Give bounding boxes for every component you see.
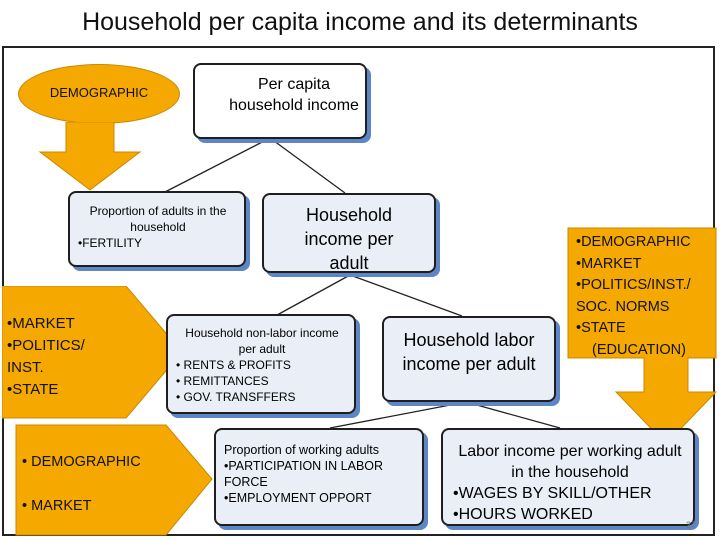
slide-title: Household per capita income and its determinants [82, 8, 638, 36]
nonlabor-income-title: Household non-labor income per adult [185, 326, 339, 356]
labor-income-label: Household labor income per adult [402, 330, 536, 374]
labor-income-box [382, 316, 556, 402]
working-adults-title: Proportion of working adults [224, 443, 379, 457]
right-arrow-text [576, 232, 718, 361]
per-capita-income-box [193, 63, 367, 139]
per-capita-income-label: Per capita household income [229, 76, 359, 114]
nonlabor-income-box [166, 314, 356, 414]
working-adults-box [214, 428, 424, 526]
right-arrow-item-demographic: •DEMOGRAPHIC [576, 234, 691, 250]
left-arrow-item-market: •MARKET [7, 315, 75, 332]
left-arrow-item-inst: INST. [7, 359, 44, 376]
nonlabor-item-remittances: • REMITTANCES [176, 374, 269, 388]
income-per-adult-label: Household income per adult [304, 205, 394, 273]
left-arrow-text [7, 313, 117, 401]
bottom-left-item-market: • MARKET [22, 498, 92, 514]
labor-per-worker-title: Labor income per working adult in the household [458, 443, 682, 481]
proportion-adults-item: •FERTILITY [78, 236, 142, 250]
left-arrow-item-politics: •POLITICS/ [7, 337, 85, 354]
bottom-left-item-demographic: • DEMOGRAPHIC [22, 454, 141, 470]
working-adults-item-employment: •EMPLOYMENT OPPORT [224, 491, 372, 505]
proportion-adults-title: Proportion of adults in the household [89, 204, 227, 234]
right-arrow-item-market: •MARKET [576, 255, 642, 272]
labor-per-worker-item-wages: •WAGES BY SKILL/OTHER [453, 485, 652, 502]
nonlabor-item-rents: • RENTS & PROFITS [176, 358, 291, 372]
left-arrow-item-state: •STATE [7, 381, 59, 398]
demographic-oval [18, 64, 180, 124]
right-arrow-item-state: •STATE [576, 320, 626, 336]
working-adults-item-participation: •PARTICIPATION IN LABOR FORCE [224, 459, 384, 489]
income-per-adult-box [262, 193, 436, 273]
page-number: 27 [686, 520, 697, 530]
right-arrow-item-education: (EDUCATION) [592, 341, 686, 358]
labor-per-worker-item-hours: •HOURS WORKED [453, 506, 593, 523]
demographic-down-arrow [36, 122, 146, 194]
right-arrow-item-politics: •POLITICS/INST./ [576, 277, 691, 293]
proportion-adults-box [68, 191, 246, 267]
bottom-left-arrow-text [22, 452, 172, 517]
nonlabor-item-transfers: • GOV. TRANSFFERS [176, 390, 296, 404]
right-arrow-item-norms: SOC. NORMS [576, 298, 670, 315]
demographic-oval-label: DEMOGRAPHIC [49, 85, 149, 100]
labor-per-worker-box [441, 428, 695, 526]
